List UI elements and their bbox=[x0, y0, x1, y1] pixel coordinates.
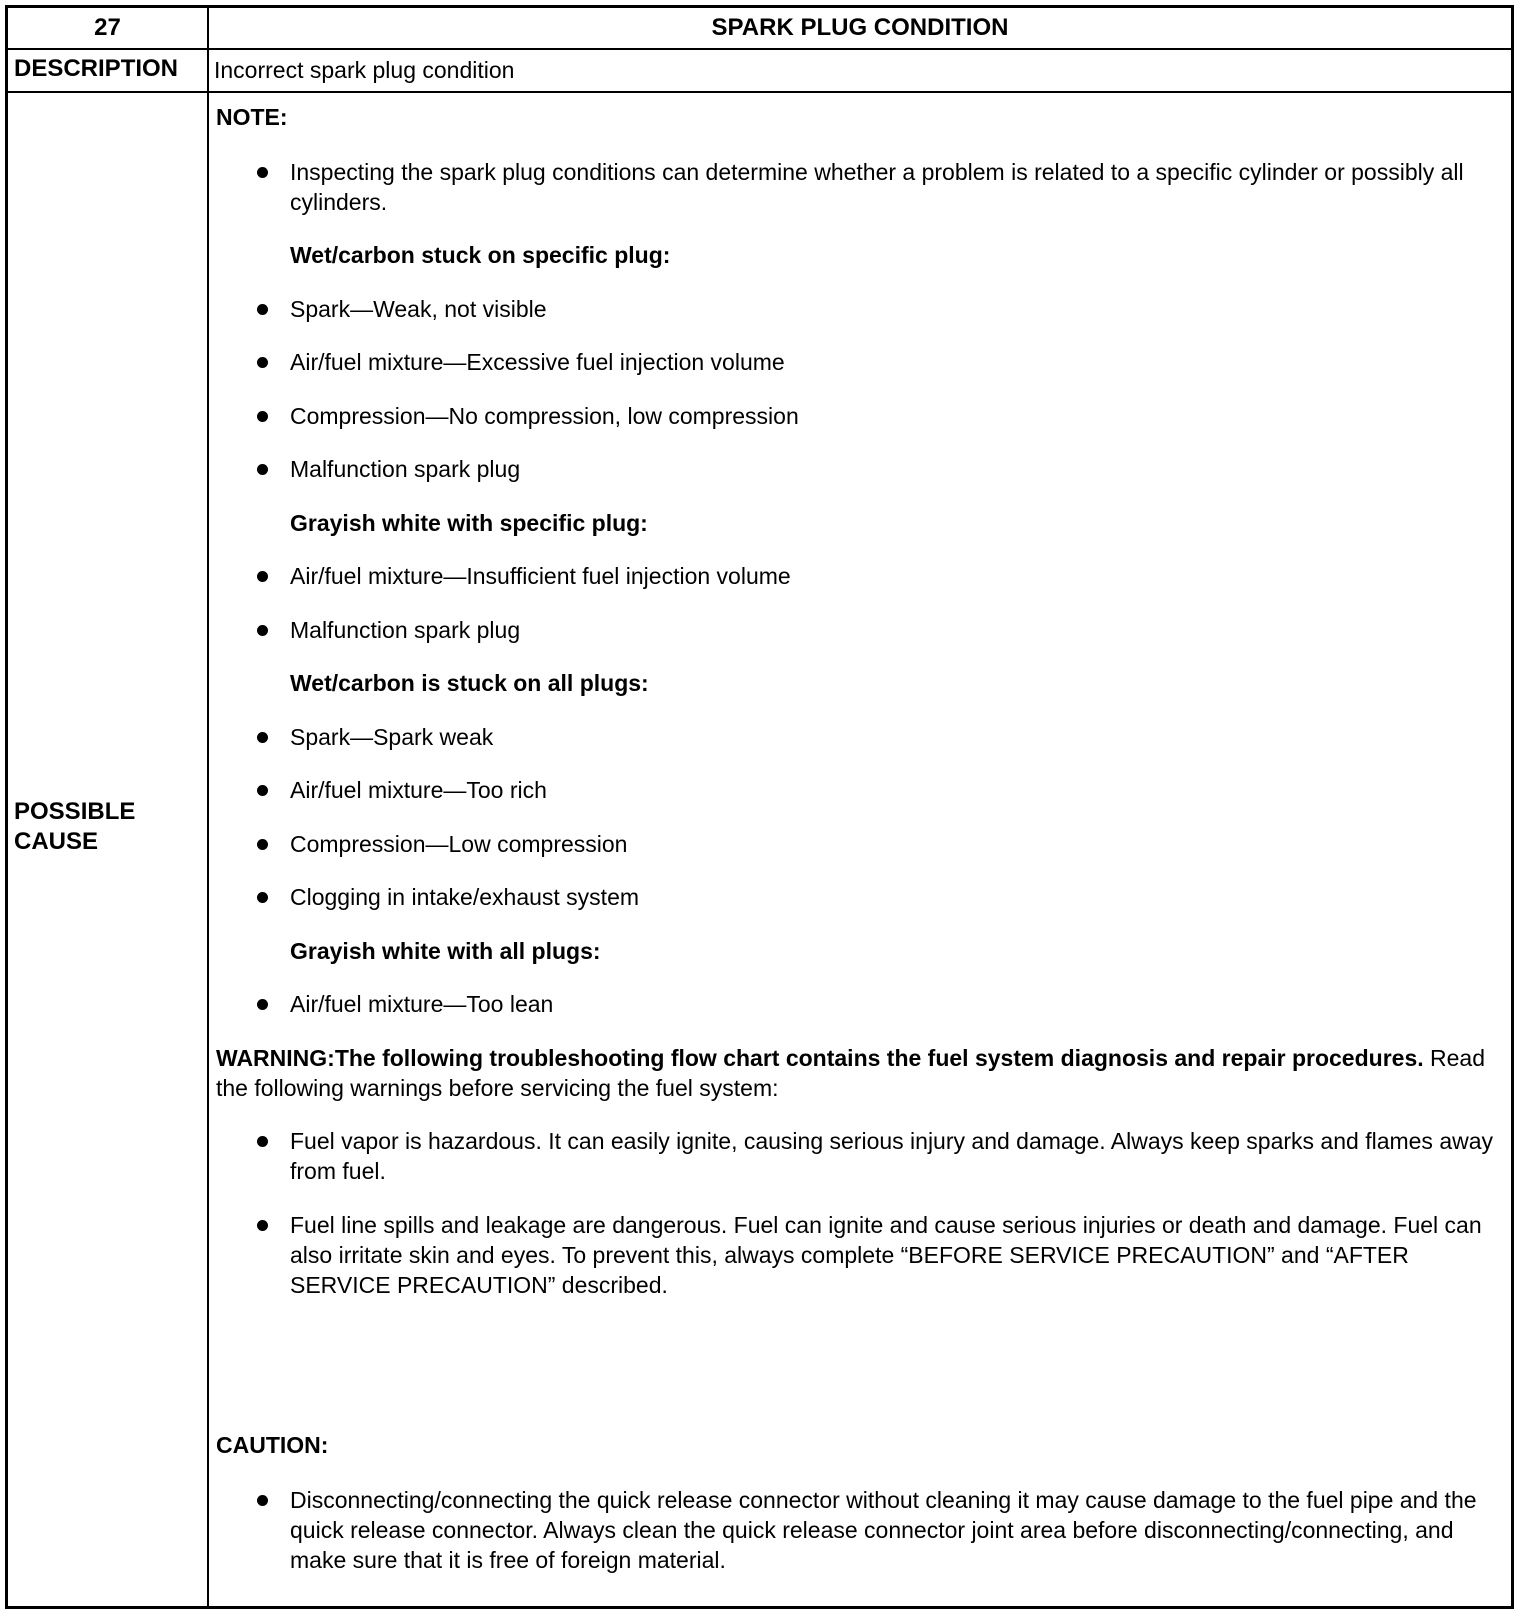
warning-list bbox=[216, 1126, 1506, 1300]
list-item bbox=[216, 989, 1506, 1019]
list-item bbox=[216, 1485, 1506, 1575]
list-item bbox=[216, 1210, 1506, 1300]
list-item bbox=[216, 157, 1506, 217]
note-heading: NOTE: bbox=[216, 104, 288, 130]
step-number: 27 bbox=[94, 14, 121, 41]
cause-item: Clogging in intake/exhaust system bbox=[290, 884, 640, 910]
list-item bbox=[216, 294, 1506, 324]
warning-paragraph bbox=[216, 1043, 1506, 1103]
bullet-icon bbox=[257, 839, 268, 850]
list-item bbox=[216, 775, 1506, 805]
note-list bbox=[216, 157, 1506, 217]
group-heading: Wet/carbon stuck on specific plug: bbox=[290, 242, 671, 268]
caution-item: Disconnecting/connecting the quick release connector without cleaning it may cause damage to the fuel pipe and the quick release connector. Always clean the quick release connector joint area before disconnecting/connecting, and make sure that it is free of foreign material. bbox=[290, 1487, 1477, 1573]
cause-item: Air/fuel mixture—Too lean bbox=[290, 991, 554, 1017]
group-list bbox=[216, 294, 1506, 484]
bullet-icon bbox=[257, 571, 268, 582]
bullet-icon bbox=[257, 167, 268, 178]
group-list bbox=[216, 561, 1506, 645]
possible-cause-label-line2: CAUSE bbox=[14, 828, 99, 855]
group-heading: Wet/carbon is stuck on all plugs: bbox=[290, 670, 649, 696]
bullet-icon bbox=[257, 357, 268, 368]
bullet-icon bbox=[257, 1495, 268, 1506]
cause-item: Air/fuel mixture—Excessive fuel injection volume bbox=[290, 349, 785, 375]
troubleshooting-table bbox=[5, 5, 1514, 1609]
list-item bbox=[216, 561, 1506, 591]
cause-item: Spark—Weak, not visible bbox=[290, 296, 547, 322]
cause-item: Spark—Spark weak bbox=[290, 724, 494, 750]
list-item bbox=[216, 615, 1506, 645]
list-item bbox=[216, 347, 1506, 377]
cause-item: Compression—No compression, low compression bbox=[290, 403, 799, 429]
list-item bbox=[216, 1126, 1506, 1186]
list-item bbox=[216, 722, 1506, 752]
bullet-icon bbox=[257, 625, 268, 636]
group-list bbox=[216, 989, 1506, 1019]
list-item bbox=[216, 454, 1506, 484]
bullet-icon bbox=[257, 1220, 268, 1231]
group-heading: Grayish white with specific plug: bbox=[290, 510, 648, 536]
possible-cause-label-line1: POSSIBLE bbox=[14, 798, 136, 825]
cause-item: Malfunction spark plug bbox=[290, 456, 521, 482]
bullet-icon bbox=[257, 464, 268, 475]
list-item bbox=[216, 401, 1506, 431]
cause-item: Compression—Low compression bbox=[290, 831, 628, 857]
cause-item: Air/fuel mixture—Insufficient fuel injection volume bbox=[290, 563, 791, 589]
bullet-icon bbox=[257, 999, 268, 1010]
warning-item: Fuel line spills and leakage are dangerous. Fuel can ignite and cause serious injuries or death and damage. Fuel can also irritate skin and eyes. To prevent this, always complete “BEFORE SERVICE PRECAUTION” and “AFTER SERVICE PRECAUTION” described. bbox=[290, 1212, 1482, 1298]
bullet-icon bbox=[257, 304, 268, 315]
bullet-icon bbox=[257, 892, 268, 903]
cause-item: Malfunction spark plug bbox=[290, 617, 521, 643]
bullet-icon bbox=[257, 1136, 268, 1147]
group-heading: Grayish white with all plugs: bbox=[290, 938, 601, 964]
description-label: DESCRIPTION bbox=[14, 55, 179, 82]
note-text: Inspecting the spark plug conditions can determine whether a problem is related to a specific cylinder or possibly all cylinders. bbox=[290, 159, 1464, 215]
group-list bbox=[216, 722, 1506, 912]
list-item bbox=[216, 882, 1506, 912]
warning-text: Read the following warnings before servicing the fuel system: bbox=[216, 1045, 1485, 1101]
description-value: Incorrect spark plug condition bbox=[214, 57, 515, 83]
caution-heading: CAUTION: bbox=[216, 1432, 329, 1458]
bullet-icon bbox=[257, 732, 268, 743]
possible-cause-content bbox=[216, 102, 1506, 1575]
caution-list bbox=[216, 1485, 1506, 1575]
table-title: SPARK PLUG CONDITION bbox=[711, 14, 1009, 41]
column-divider bbox=[207, 8, 209, 1606]
cause-item: Air/fuel mixture—Too rich bbox=[290, 777, 547, 803]
row-divider bbox=[8, 91, 1511, 93]
warning-item: Fuel vapor is hazardous. It can easily ignite, causing serious injury and damage. Always keep sparks and flames away from fuel. bbox=[290, 1128, 1494, 1184]
list-item bbox=[216, 829, 1506, 859]
possible-cause-label bbox=[14, 797, 135, 857]
row-divider bbox=[8, 48, 1511, 50]
warning-heading: WARNING:The following troubleshooting flow chart contains the fuel system diagnosis and repair procedures. bbox=[216, 1045, 1424, 1071]
bullet-icon bbox=[257, 785, 268, 796]
bullet-icon bbox=[257, 411, 268, 422]
